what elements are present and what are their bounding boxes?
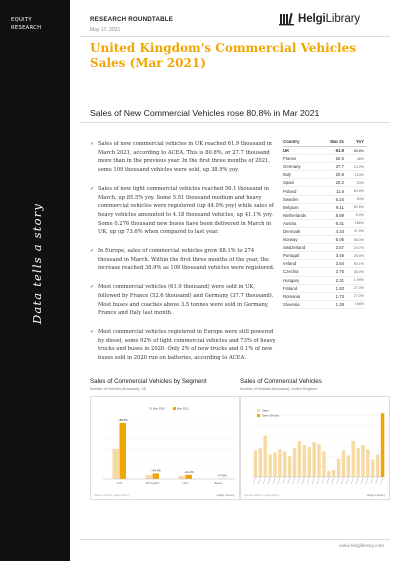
bar	[366, 449, 369, 477]
cell-country: Portugal	[283, 253, 300, 259]
sales-history-chart	[240, 378, 390, 498]
tick-mark	[376, 478, 378, 484]
bar	[342, 450, 345, 477]
bar	[347, 455, 350, 477]
chart-title: Sales of Commercial Vehicles by Segment	[90, 378, 207, 385]
footer-link[interactable]: www.helgilibrary.com	[339, 544, 384, 549]
logo-text-bold: Helgi	[298, 13, 326, 25]
check-icon: ✓	[90, 284, 95, 291]
cell-value: 3.46	[335, 253, 344, 259]
logo-text-light: Library	[325, 13, 361, 25]
bullet-item	[90, 283, 278, 318]
bullet-text: Sales of new commercial vehicles in UK reached 61.9 thousand in March 2021, according to ACEA. This is 80.8%, or 27.7 thousand more than in the previous year. In the first three months of 2021, some 109 thousand vehicles were sold, up 38.9% yoy.	[98, 141, 272, 174]
check-icon: ✓	[90, 185, 95, 192]
tick-mark	[341, 478, 343, 484]
bar	[153, 473, 160, 479]
headline: Sales of New Commercial Vehicles rose 80.8% in Mar 2021	[90, 108, 320, 118]
table-body	[283, 147, 366, 309]
tick-label: LCV	[116, 481, 123, 485]
bar	[356, 448, 359, 477]
cell-yoy: 46%	[356, 156, 364, 161]
bullet-text: Sales of new light commercial vehicles reached 56.1 thousand in March, up 85.5% yoy. Some 5.51 thousand medium and heavy commercial vehicles were registered (up 44.0% yoy) while sales of heavy vehicles amounted to 4.18 thousand vehicles, up 41.1% yoy. Some 0.276 thousand new buses have been delivered in March in UK, up up 73.6% when compared to last year.	[98, 185, 274, 236]
tick-mark	[297, 478, 299, 484]
table-row	[283, 155, 366, 163]
table-row	[283, 220, 366, 228]
cell-value: 3.54	[335, 261, 344, 267]
bar	[278, 449, 281, 477]
cell-country: Spain	[283, 180, 294, 186]
tick-mark	[322, 478, 324, 484]
col-header-value: Mar 21	[330, 139, 344, 144]
bar	[303, 445, 306, 477]
bullet-item	[90, 185, 278, 237]
cell-value: 20.9	[335, 172, 344, 178]
logo-text	[298, 13, 360, 25]
cell-yoy: 0.0%	[355, 213, 364, 218]
tick-mark	[351, 478, 353, 484]
tick-mark	[327, 478, 329, 484]
bar	[317, 444, 320, 477]
tick-mark	[307, 478, 309, 484]
cell-value: 52.6	[335, 156, 344, 162]
tick-mark	[337, 478, 339, 484]
cell-yoy: 23%	[356, 180, 364, 185]
cell-value: 11.6	[335, 188, 344, 194]
bar	[332, 470, 335, 477]
cell-value: 61.9	[335, 148, 344, 154]
table-row	[283, 204, 366, 212]
sales-bar-chart	[241, 397, 391, 501]
cell-value: 8.89	[335, 212, 344, 218]
chart-logo: Helgi Library	[216, 493, 235, 497]
cell-country: Italy	[283, 172, 291, 178]
tick-mark	[346, 478, 348, 484]
cell-country: Czechia	[283, 269, 299, 275]
cell-country: Norway	[283, 237, 298, 243]
cell-value: 6.24	[335, 196, 344, 202]
footer-divider	[80, 539, 390, 540]
cell-value: 3.57	[335, 245, 344, 251]
bar	[254, 450, 257, 477]
table-row	[283, 293, 366, 301]
table-row	[283, 171, 366, 179]
legend-label: Mar 2021	[177, 406, 189, 411]
tick-mark	[381, 478, 383, 484]
report-date: May 17, 2021	[90, 27, 121, 33]
library-icon	[279, 12, 295, 26]
cell-country: Austria	[283, 220, 297, 226]
table-row	[283, 277, 366, 285]
cell-yoy: 27.0%	[353, 286, 364, 291]
cell-yoy: 37.9%	[353, 229, 364, 234]
tick-mark	[253, 478, 255, 484]
cell-yoy: 56.3%	[353, 237, 364, 242]
bar	[327, 471, 330, 477]
table-row	[283, 187, 366, 195]
bullet-list	[90, 140, 278, 373]
check-icon: ✓	[90, 328, 95, 335]
tick-mark	[293, 478, 295, 484]
bullet-text: Most commercial vehicles registered in Europe were still powered by diesel, some 92% of light commercial vehicles and 73% of heavy trucks and buses in 2020. Only 2% of new trucks and 0.1% of new buses sold in 2020 run on batteries, according to ACEA.	[98, 328, 276, 362]
cell-yoy: 64.9%	[353, 189, 364, 194]
table-row	[283, 260, 366, 268]
cell-value: 1.73	[335, 293, 344, 299]
segment-bar-chart	[91, 397, 241, 501]
table-row	[283, 212, 366, 220]
headline-divider	[80, 122, 390, 123]
table-row	[283, 147, 366, 155]
segment-chart	[90, 378, 240, 498]
cell-yoy: 124%	[354, 172, 364, 177]
legend-swatch	[173, 407, 176, 410]
legend-label: Sales 3M avg	[262, 413, 279, 418]
cell-value: 9.11	[335, 204, 344, 210]
sidebar-line-2: RESEARCH	[11, 25, 42, 32]
tick-mark	[302, 478, 304, 484]
cell-yoy: 106%	[354, 302, 364, 307]
cell-yoy: 27.0%	[353, 294, 364, 299]
cell-country: Poland	[283, 188, 297, 194]
cell-yoy: 80.8%	[353, 148, 364, 153]
bar	[322, 451, 325, 477]
table-row	[283, 268, 366, 276]
col-header-yoy: YoY	[355, 139, 364, 144]
check-icon: ✓	[90, 248, 95, 255]
tick-mark	[356, 478, 358, 484]
cell-value: 5.05	[335, 237, 344, 243]
bullet-text: Most commercial vehicles (61.9 thousand) were sold in UK, followed by France (52.6 thousand) and Germany (37.7 thousand). Most buses and coaches above 3.5 tonnes were sold in Germany, France and Italy last month.	[98, 284, 274, 317]
cell-yoy: 62.6%	[353, 205, 364, 210]
sidebar	[0, 0, 70, 561]
cell-yoy: 24.7%	[353, 245, 364, 250]
tick-mark	[278, 478, 280, 484]
bar	[381, 413, 384, 477]
sidebar-label	[11, 16, 41, 33]
table-row	[283, 252, 366, 260]
cell-country: Belgium	[283, 204, 299, 210]
chart-source: Source: ACEA, Helgi Library	[94, 493, 130, 497]
chart-subtitle: Number of Vehicles (thousand), United Kingdom	[240, 387, 317, 391]
bar	[146, 475, 153, 479]
check-icon: ✓	[90, 141, 95, 147]
chart-logo: Helgi Library	[366, 493, 385, 497]
cell-yoy: 30.0%	[353, 269, 364, 274]
bullet-item	[90, 328, 278, 363]
tick-mark	[263, 478, 265, 484]
legend-label: Sales	[262, 408, 269, 413]
chart-subtitle: Number of Vehicles (thousand), UK	[90, 387, 147, 391]
table-row	[283, 244, 366, 252]
cell-value: 4.33	[335, 228, 344, 234]
bar	[120, 423, 127, 479]
col-header-country: Country	[283, 139, 300, 144]
tick-label: Buses	[214, 481, 223, 485]
legend-swatch	[149, 407, 152, 410]
bar	[264, 436, 267, 477]
cell-value: 1.28	[335, 301, 344, 307]
tick-mark	[317, 478, 319, 484]
bar	[308, 447, 311, 477]
chart-area	[240, 396, 390, 500]
cell-yoy: 26.0%	[353, 253, 364, 258]
cell-value: 2.31	[335, 277, 344, 283]
data-label: +44.0%	[151, 468, 161, 473]
bar	[352, 441, 355, 477]
bar	[283, 451, 286, 477]
bullet-item	[90, 247, 278, 273]
cell-yoy: 90.1%	[353, 261, 364, 266]
cell-value: 6.31	[335, 220, 344, 226]
bar	[259, 448, 262, 477]
bar	[273, 452, 276, 477]
legend-swatch	[257, 414, 260, 417]
bar	[361, 445, 364, 477]
cell-country: Hungary	[283, 277, 300, 283]
chart-area	[90, 396, 240, 500]
tick-mark	[312, 478, 314, 484]
chart-source: Source: ACEA, Helgi Library	[244, 493, 280, 497]
cell-value: 2.75	[335, 269, 344, 275]
table-row	[283, 285, 366, 293]
cell-country: UK	[283, 148, 290, 154]
cell-country: France	[283, 156, 297, 162]
cell-country: Denmark	[283, 228, 301, 234]
bullet-text: In Europe, sales of commercial vehicles grew 88.1% to 274 thousand in March. Within the first three months of the year, the increase reached 38.9% as 109 thousand vehicles were registered.	[98, 248, 275, 272]
data-label: +41.1%	[184, 469, 194, 474]
tick-mark	[332, 478, 334, 484]
table-row	[283, 179, 366, 187]
cell-country: Romania	[283, 293, 301, 299]
cell-yoy: 14.2%	[353, 164, 364, 169]
bar	[179, 476, 186, 479]
data-label: +85.5%	[118, 417, 128, 422]
bar	[293, 448, 296, 477]
cell-yoy: 63%	[356, 197, 364, 202]
legend-label: Mar 2020	[153, 406, 165, 411]
table-row	[283, 196, 366, 204]
tick-mark	[361, 478, 363, 484]
tick-mark	[288, 478, 290, 484]
cell-country: Switzerland	[283, 245, 306, 251]
cell-country: Slovenia	[283, 301, 300, 307]
tick-mark	[258, 478, 260, 484]
bar	[288, 456, 291, 477]
data-label: +73.6%	[217, 473, 227, 478]
cell-yoy: 1.99%	[353, 278, 364, 283]
tick-mark	[268, 478, 270, 484]
bar	[268, 454, 271, 477]
country-table	[283, 139, 366, 309]
table-row	[283, 228, 366, 236]
legend-swatch	[257, 409, 260, 412]
sidebar-line-1: EQUITY	[11, 17, 32, 23]
cell-country: Germany	[283, 164, 301, 170]
header-divider	[80, 36, 390, 37]
table-row	[283, 163, 366, 171]
table-row	[283, 236, 366, 244]
helgi-library-logo[interactable]	[279, 12, 360, 26]
cell-country: Netherlands	[283, 212, 307, 218]
tick-mark	[366, 478, 368, 484]
page-title: United Kingdom's Commercial Vehicles Sales (Mar 2021)	[90, 41, 356, 70]
cell-country: Ireland	[283, 261, 297, 267]
cell-value: 37.7	[335, 164, 344, 170]
bullet-item	[90, 140, 278, 175]
tick-mark	[371, 478, 373, 484]
bar	[186, 475, 193, 479]
cell-country: Sweden	[283, 196, 299, 202]
bar	[298, 441, 301, 477]
cell-value: 1.83	[335, 285, 344, 291]
chart-title: Sales of Commercial Vehicles	[240, 378, 322, 385]
cell-yoy: 166%	[354, 221, 364, 226]
table-row	[283, 301, 366, 309]
tick-label: HCV	[182, 481, 189, 485]
tick-mark	[273, 478, 275, 484]
bar	[312, 442, 315, 477]
table-header	[283, 139, 366, 147]
bar	[113, 449, 120, 479]
bar	[337, 458, 340, 477]
tick-label: MCV+HCV	[145, 481, 160, 485]
tick-mark	[283, 478, 285, 484]
cell-country: Finland	[283, 285, 298, 291]
sidebar-tagline: Data tells a story	[30, 202, 44, 324]
bar	[376, 454, 379, 477]
bar	[371, 460, 374, 477]
cell-value: 20.2	[335, 180, 344, 186]
report-type: RESEARCH ROUNDTABLE	[90, 16, 174, 23]
